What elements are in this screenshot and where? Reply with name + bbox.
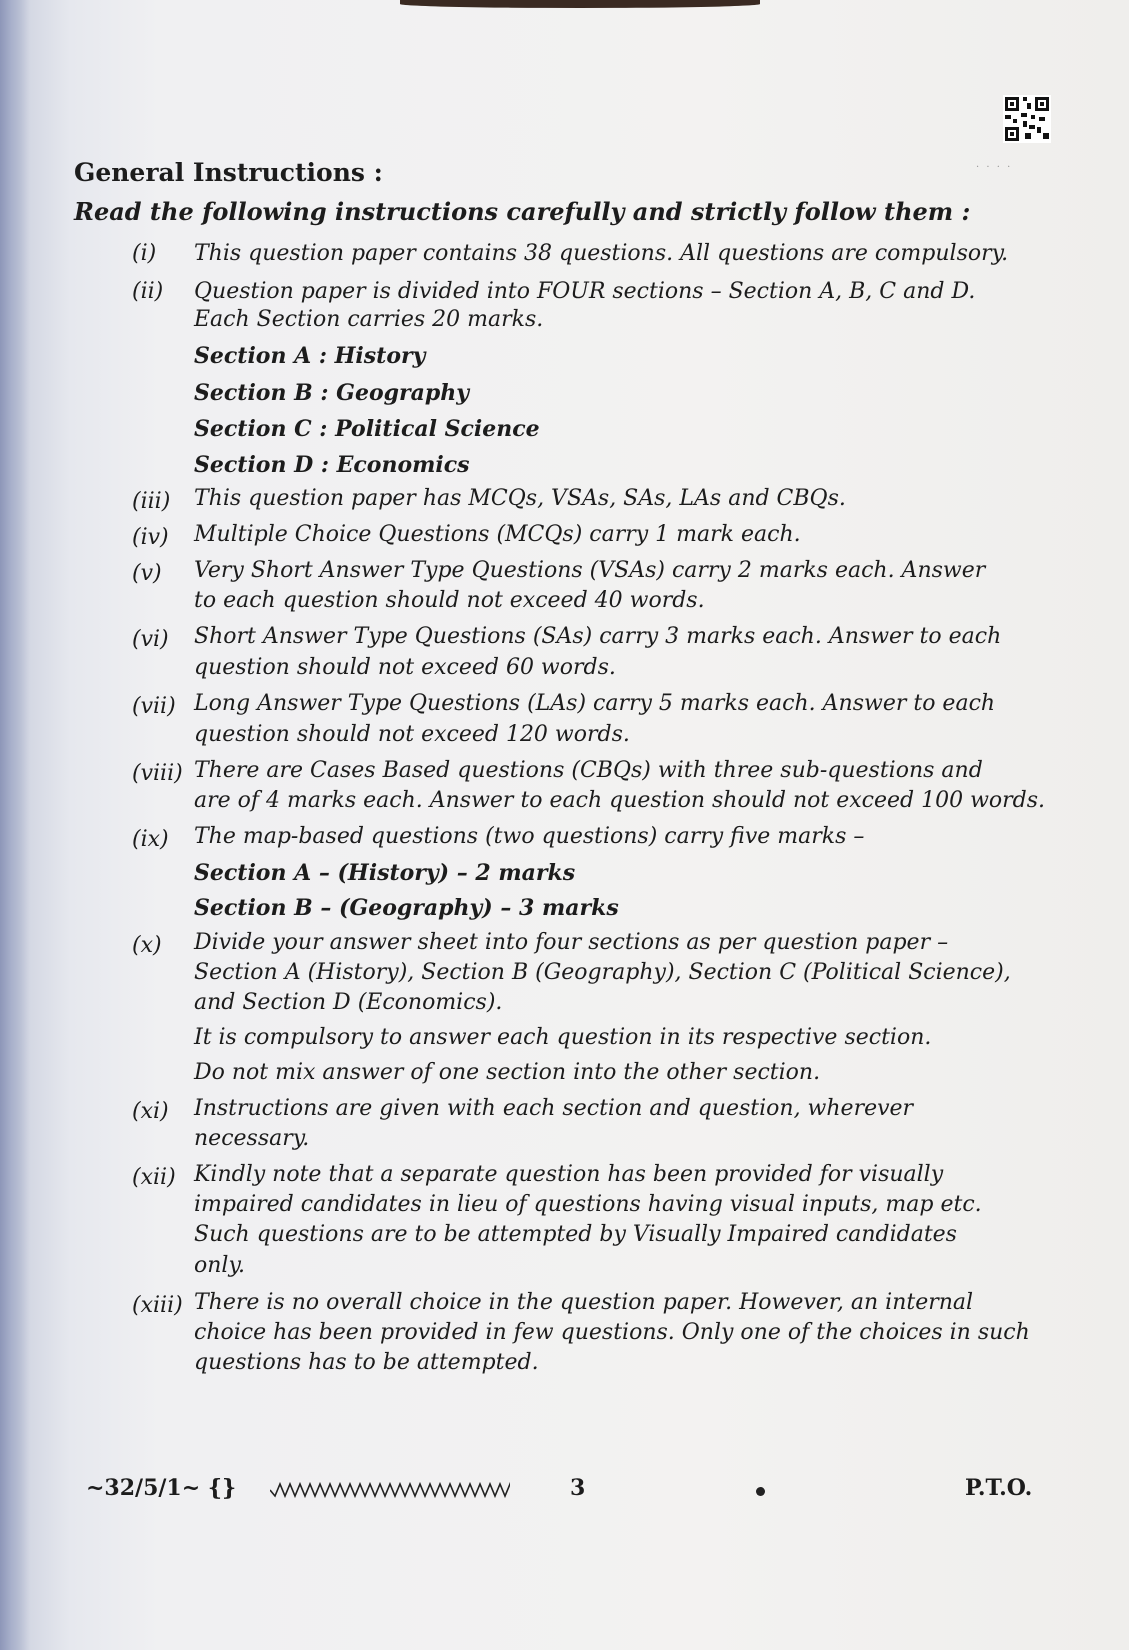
paper-code: ~32/5/1~ {}: [86, 1475, 237, 1501]
instruction-text: Very Short Answer Type Questions (VSAs) carry 2 marks each. Answer: [194, 558, 986, 583]
section-label: Section D : Economics: [194, 452, 470, 478]
instruction-number: (i): [132, 241, 157, 266]
instruction-text: are of 4 marks each. Answer to each question should not exceed 100 words.: [194, 788, 1046, 813]
instruction-text: There is no overall choice in the question paper. However, an internal: [194, 1290, 974, 1315]
instruction-number: (ii): [132, 279, 164, 304]
instruction-number: (ix): [132, 827, 169, 852]
wavy-line-icon: [270, 1480, 510, 1500]
instruction-text: It is compulsory to answer each question in its respective section.: [194, 1025, 932, 1050]
instruction-text: Such questions are to be attempted by Visually Impaired candidates: [194, 1222, 957, 1247]
instruction-text: impaired candidates in lieu of questions having visual inputs, map etc.: [194, 1192, 982, 1217]
map-marks-line: Section A – (History) – 2 marks: [194, 860, 576, 886]
instruction-text: question should not exceed 120 words.: [194, 722, 630, 747]
map-marks-line: Section B – (Geography) – 3 marks: [194, 895, 619, 921]
page-number: 3: [570, 1475, 586, 1501]
instruction-text: Kindly note that a separate question has been provided for visually: [194, 1162, 944, 1187]
instruction-text: to each question should not exceed 40 words.: [194, 588, 705, 613]
instruction-number: (vii): [132, 694, 176, 719]
instruction-text: and Section D (Economics).: [194, 990, 503, 1015]
instruction-text: Section A (History), Section B (Geography), Section C (Political Science),: [194, 960, 1011, 985]
page-binding-shadow: [0, 0, 30, 1650]
pto-label: P.T.O.: [965, 1475, 1033, 1501]
instruction-text: Question paper is divided into FOUR sections – Section A, B, C and D.: [194, 279, 976, 304]
instruction-number: (v): [132, 561, 162, 586]
top-shadow: [400, 0, 760, 8]
page-subtitle: Read the following instructions carefully and strictly follow them :: [74, 197, 971, 226]
dot-mark: [756, 1487, 765, 1496]
instruction-number: (viii): [132, 761, 183, 786]
section-label: Section C : Political Science: [194, 416, 540, 442]
page-title: General Instructions :: [74, 158, 383, 187]
instruction-number: (vi): [132, 627, 169, 652]
instruction-text: choice has been provided in few questions. Only one of the choices in such: [194, 1320, 1030, 1345]
instruction-text: Multiple Choice Questions (MCQs) carry 1 mark each.: [194, 522, 801, 547]
instruction-number: (iii): [132, 489, 171, 514]
instruction-text: Short Answer Type Questions (SAs) carry 3 marks each. Answer to each: [194, 624, 1002, 649]
instruction-text: The map-based questions (two questions) carry five marks –: [194, 824, 865, 849]
instruction-number: (xi): [132, 1099, 169, 1124]
instruction-text: Instructions are given with each section and question, wherever: [194, 1096, 914, 1121]
faint-marks: · · · ·: [976, 162, 1013, 173]
section-label: Section B : Geography: [194, 380, 470, 406]
instruction-text: This question paper contains 38 questions. All questions are compulsory.: [194, 241, 1009, 266]
instruction-number: (iv): [132, 525, 169, 550]
instruction-text: Each Section carries 20 marks.: [194, 307, 544, 332]
instruction-text: only.: [194, 1253, 245, 1278]
instruction-number: (xiii): [132, 1293, 183, 1318]
instruction-text: questions has to be attempted.: [194, 1350, 539, 1375]
qr-code-icon: [1003, 95, 1051, 143]
instruction-text: There are Cases Based questions (CBQs) with three sub-questions and: [194, 758, 983, 783]
instruction-number: (xii): [132, 1165, 176, 1190]
instruction-number: (x): [132, 933, 162, 958]
instruction-text: Do not mix answer of one section into the other section.: [194, 1060, 821, 1085]
instruction-text: necessary.: [194, 1126, 310, 1151]
section-label: Section A : History: [194, 343, 426, 369]
instruction-text: question should not exceed 60 words.: [194, 655, 616, 680]
instruction-text: This question paper has MCQs, VSAs, SAs, LAs and CBQs.: [194, 486, 846, 511]
instruction-text: Divide your answer sheet into four sections as per question paper –: [194, 930, 949, 955]
instruction-text: Long Answer Type Questions (LAs) carry 5 marks each. Answer to each: [194, 691, 996, 716]
